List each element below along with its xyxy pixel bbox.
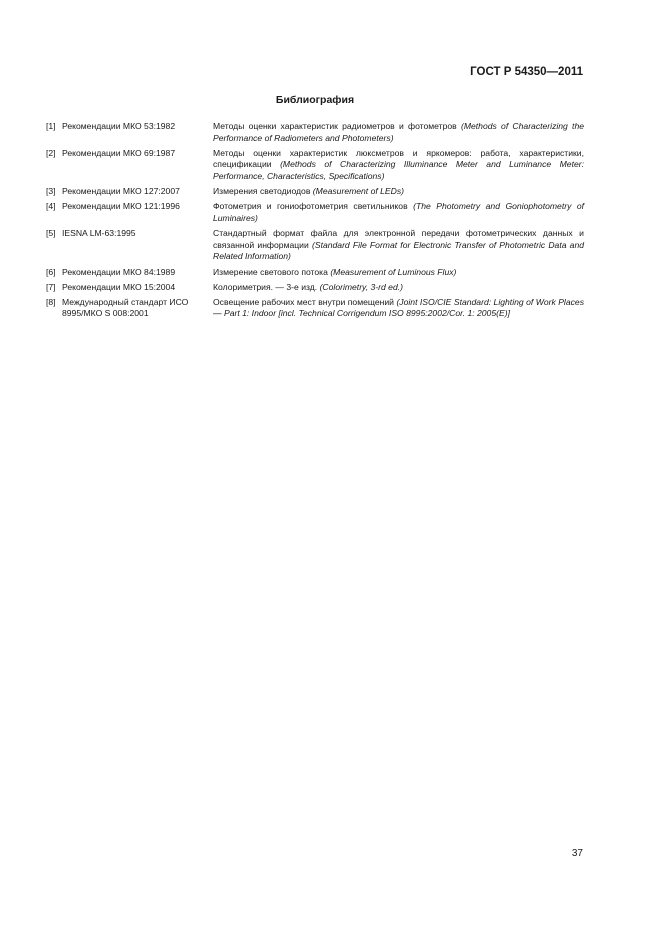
entry-reference: Рекомендации МКО 15:2004 (62, 281, 176, 292)
desc-ru: Колориметрия. — 3-е изд. (213, 281, 318, 292)
entry-reference: IESNA LM-63:1995 (62, 228, 136, 239)
entry-reference: Международный стандарт ИСО 8995/МКО S 008:2001 (62, 296, 189, 319)
bibliography-entry (46, 186, 584, 198)
entry-description (213, 121, 584, 144)
desc-en: (Joint ISO/CIE Standard: Lighting of Work Places — Part 1: Indoor [incl. Technical Corrigendum ISO 8995:2002/Cor. 1: 2005(E)] (213, 296, 584, 319)
desc-en: (Colorimetry, 3-rd ed.) (319, 281, 403, 292)
bibliography-entry (46, 148, 584, 183)
bibliography-entry (46, 201, 584, 224)
bibliography-entry (46, 121, 584, 144)
desc-en: (Measurement of LEDs) (312, 186, 405, 197)
entry-number: [6] (46, 266, 56, 277)
entry-number: [2] (46, 147, 56, 158)
entry-number: [8] (46, 296, 56, 307)
section-title: Библиография (275, 94, 355, 106)
entry-description (213, 148, 584, 183)
desc-ru: Фотометрия и гониофотометрия светильников (213, 201, 408, 212)
desc-ru: Измерения светодиодов (213, 186, 311, 197)
desc-en: (Measurement of Luminous Flux) (330, 266, 457, 277)
entry-reference: Рекомендации МКО 127:2007 (62, 186, 180, 197)
entry-number: [4] (46, 201, 56, 212)
entry-number: [7] (46, 281, 56, 292)
page-number: 37 (571, 848, 583, 859)
entry-description (213, 228, 584, 263)
entry-description (213, 282, 584, 294)
document-header: ГОСТ Р 54350—2011 (470, 66, 583, 78)
desc-ru: Методы оценки характеристик люксметров и яркомеров: работа, характеристики, спецификации (213, 147, 584, 170)
desc-ru: Измерение светового потока (213, 266, 328, 277)
entry-number: [3] (46, 186, 56, 197)
desc-ru: Методы оценки характеристик радиометров и фотометров (213, 121, 457, 131)
entry-number: [5] (46, 228, 56, 239)
entry-description (213, 186, 584, 198)
desc-en: (Standard File Format for Electronic Transfer of Photometric Data and Related Information) (213, 239, 585, 262)
bibliography-list (46, 121, 584, 324)
entry-description (213, 267, 584, 279)
entry-reference: Рекомендации МКО 84:1989 (62, 266, 176, 277)
bibliography-entry (46, 297, 584, 320)
desc-en: (Methods of Characterizing the Performance of Radiometers and Photometers) (213, 121, 585, 143)
entry-number: [1] (46, 121, 56, 131)
entry-reference: Рекомендации МКО 53:1982 (62, 121, 176, 131)
bibliography-entry (46, 228, 584, 263)
entry-description (213, 201, 584, 224)
desc-en: (Methods of Characterizing Illuminance Meter and Luminance Meter: Performance, Characteristics, Specifications) (213, 159, 584, 181)
desc-ru: Стандартный формат файла для электронной передачи фотометрических данных и связанной информации (213, 228, 584, 250)
desc-en: (The Photometry and Goniophotometry of Luminaires) (213, 201, 584, 223)
entry-reference: Рекомендации МКО 121:1996 (62, 201, 180, 212)
desc-ru: Освещение рабочих мест внутри помещений (213, 296, 394, 307)
entry-reference: Рекомендации МКО 69:1987 (62, 147, 176, 158)
bibliography-entry (46, 267, 584, 279)
bibliography-entry (46, 282, 584, 294)
entry-description (213, 297, 584, 320)
